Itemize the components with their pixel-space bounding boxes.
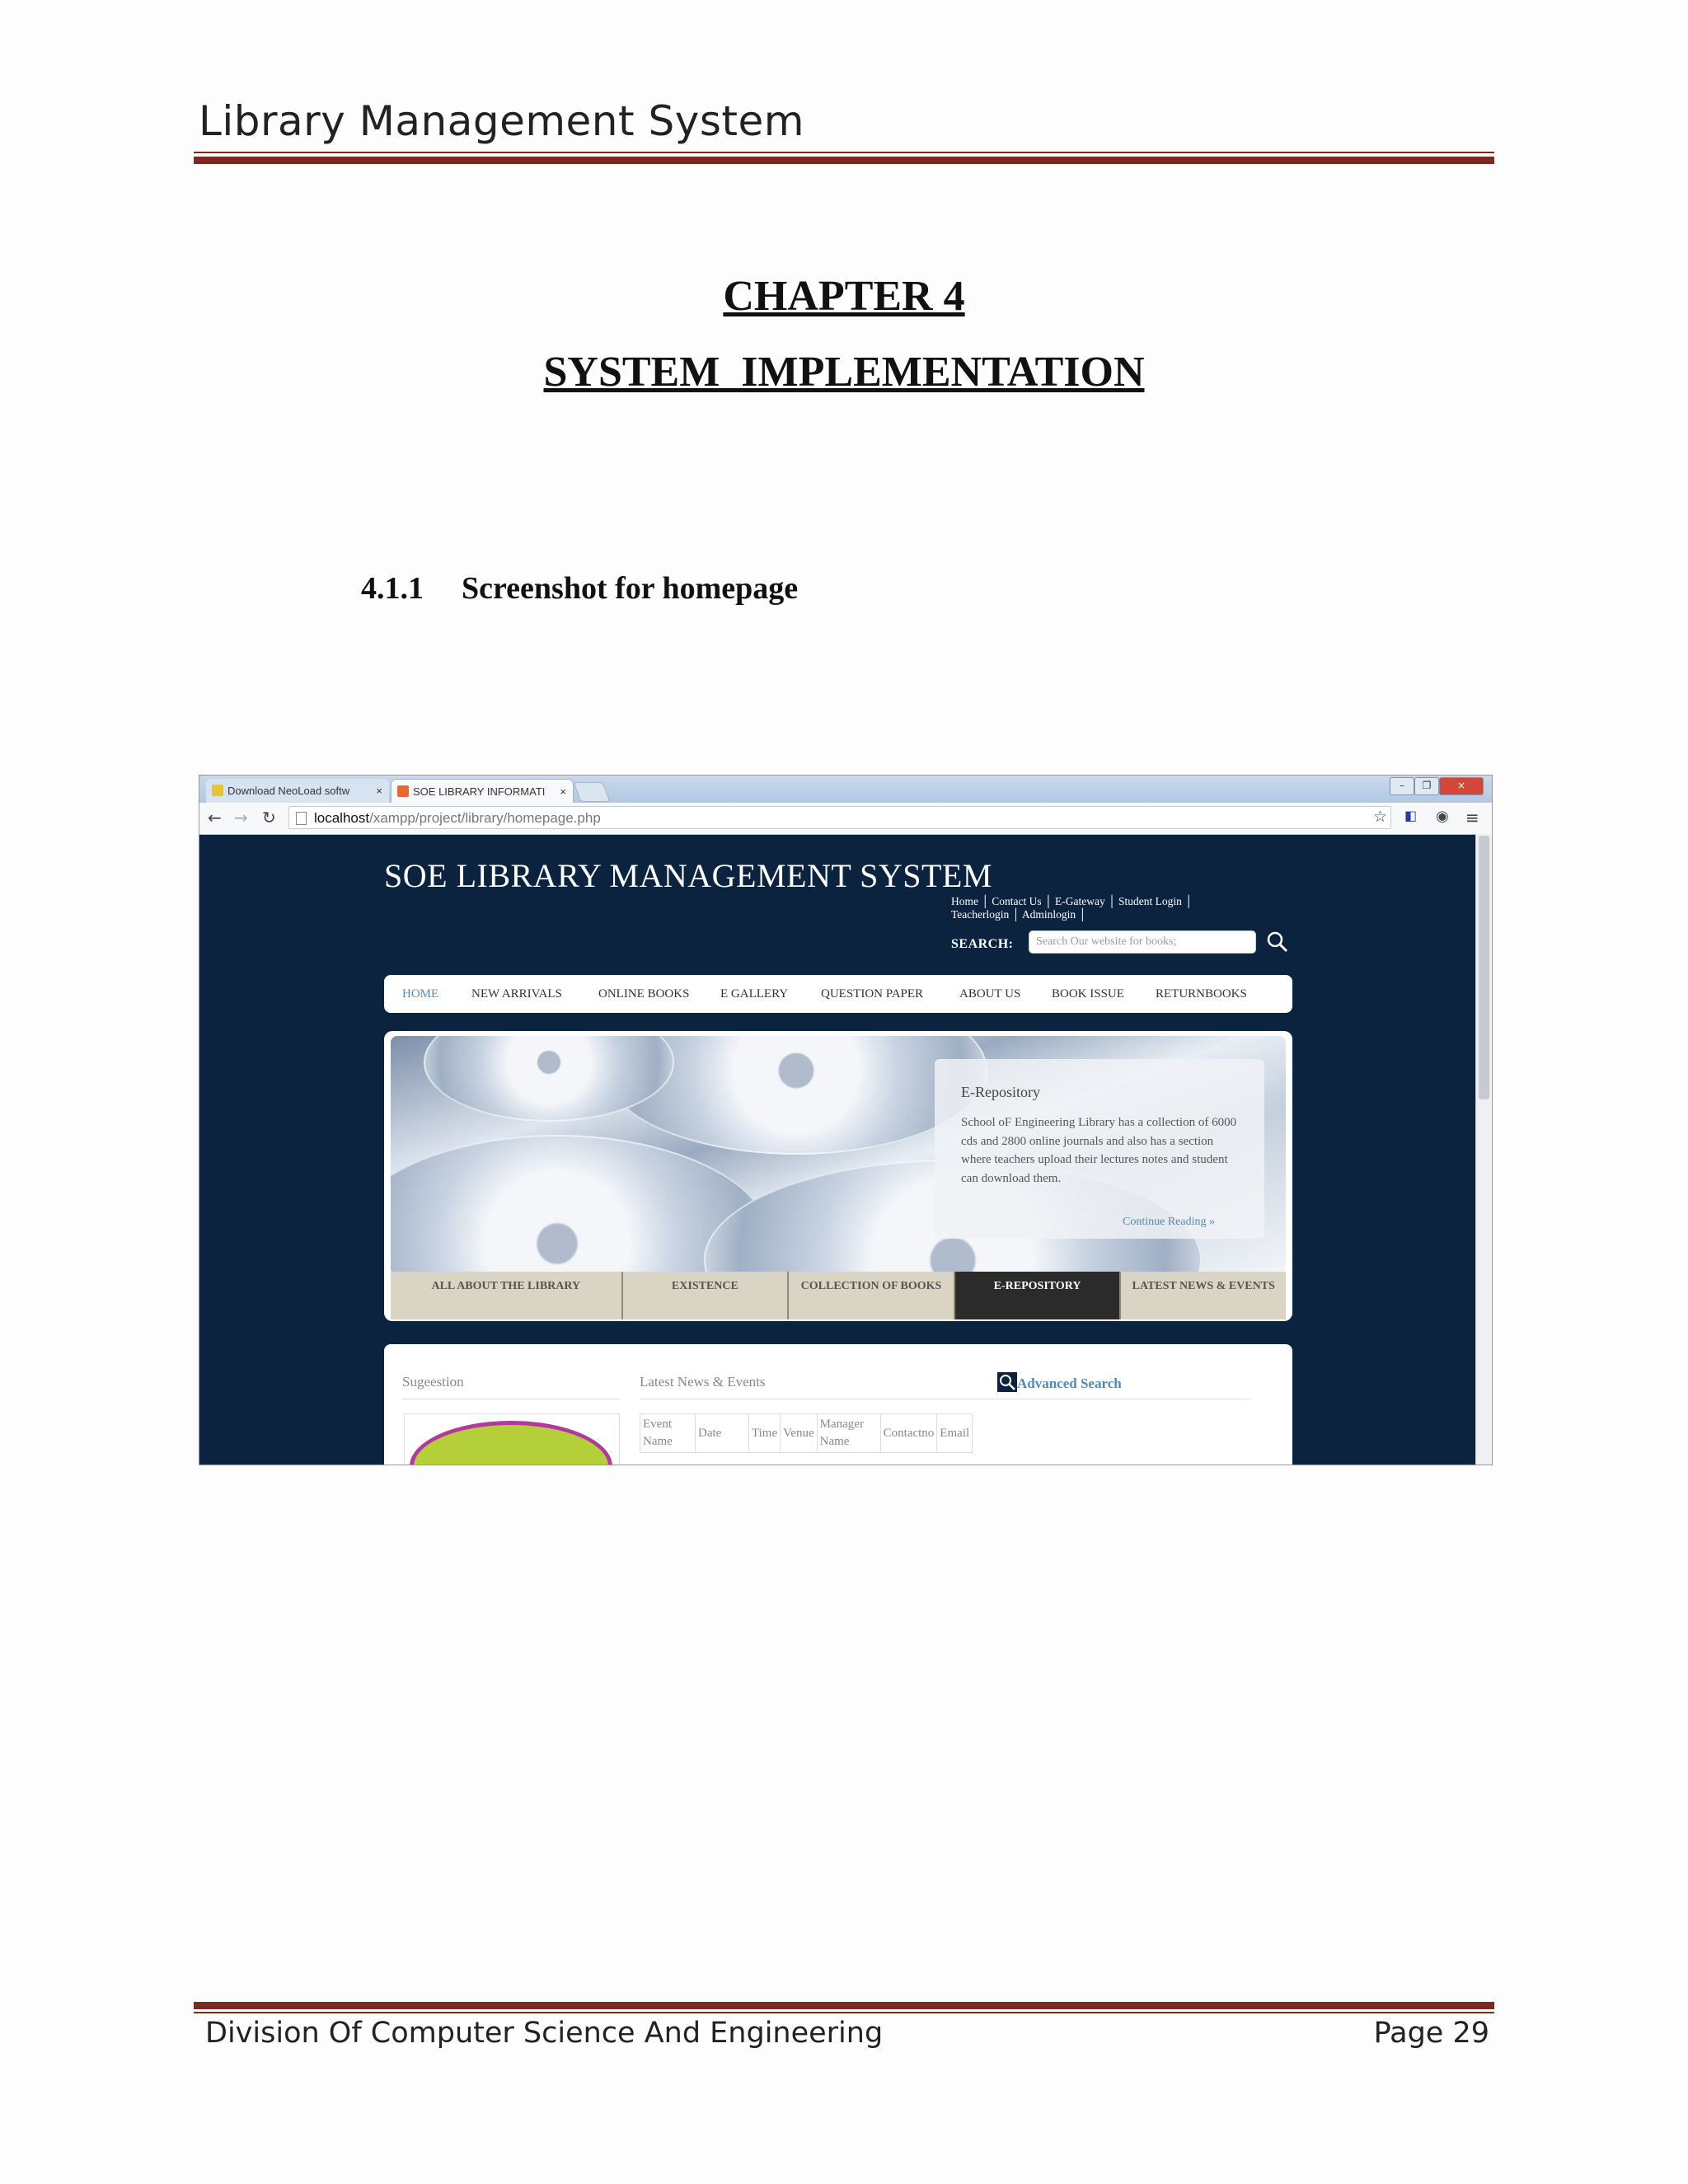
footer-rule-thin	[194, 2012, 1494, 2013]
forward-arrow-icon[interactable]: →	[234, 808, 248, 827]
page-scrollbar[interactable]	[1475, 834, 1493, 1465]
col-venue: Venue	[781, 1414, 818, 1453]
section-heading	[361, 570, 798, 607]
top-links[interactable]	[951, 895, 1231, 921]
new-tab-button[interactable]	[574, 782, 611, 802]
news-heading: Latest News & Events	[640, 1374, 766, 1390]
slider-tab-existence[interactable]: EXISTENCE	[623, 1272, 790, 1319]
top-links-row-2[interactable]: Teacherlogin │ Adminlogin │	[951, 908, 1087, 921]
library-favicon-icon	[397, 785, 409, 797]
header-rule-thick	[194, 157, 1494, 164]
back-arrow-icon[interactable]: ←	[208, 808, 222, 827]
col-contactno: Contactno	[880, 1414, 937, 1453]
col-manager-name: Manager Name	[817, 1414, 880, 1453]
search-input[interactable]	[1029, 930, 1256, 954]
minimize-button[interactable]: –	[1390, 777, 1414, 795]
top-links-row-1[interactable]: Home │ Contact Us │ E-Gateway │ Student Login │	[951, 895, 1193, 907]
section-title: Screenshot for homepage	[462, 571, 799, 606]
url-host: localhost	[314, 810, 370, 826]
card-text: School oF Engineering Library has a collection of 6000 cds and 2800 online journals and also has a section where teachers upload their lectures notes and student can download them.	[961, 1116, 1237, 1185]
suggestion-image	[404, 1413, 620, 1465]
browser-tab-soe-library[interactable]	[391, 779, 574, 803]
advanced-search-icon[interactable]	[997, 1372, 1017, 1392]
menu-icon[interactable]: ≡	[1465, 808, 1479, 827]
page-number: Page 29	[1373, 2017, 1489, 2050]
tab-label: Download NeoLoad softw	[227, 785, 350, 797]
search-icon[interactable]	[1266, 930, 1289, 954]
card-title: E-Repository	[961, 1084, 1040, 1100]
news-events-table	[640, 1413, 973, 1453]
tab-label: SOE LIBRARY INFORMATI	[413, 785, 546, 798]
extension-icon[interactable]: ◧	[1404, 808, 1418, 823]
page-icon	[296, 812, 307, 825]
chapter-number: CHAPTER 4	[723, 273, 965, 320]
reload-icon[interactable]: ↻	[262, 808, 276, 827]
search-label: SEARCH:	[951, 937, 1014, 951]
browser-tab-bar	[199, 776, 1492, 803]
col-time: Time	[749, 1414, 781, 1453]
header-rule-thin	[194, 152, 1494, 153]
site-title: SOE LIBRARY MANAGEMENT SYSTEM	[384, 857, 992, 894]
slider-tab-all-about[interactable]: ALL ABOUT THE LIBRARY	[391, 1272, 623, 1319]
menu-item-about-us[interactable]: ABOUT US	[959, 987, 1021, 1001]
advanced-search-link[interactable]: Advanced Search	[1017, 1376, 1122, 1391]
slider-tab-latest-news[interactable]: LATEST NEWS & EVENTS	[1121, 1272, 1286, 1319]
table-header-row	[640, 1414, 973, 1453]
slider-tabs	[391, 1272, 1286, 1319]
footer-rule-thick	[194, 2002, 1494, 2009]
neoload-favicon-icon	[212, 785, 223, 796]
menu-item-returnbooks[interactable]: RETURNBOOKS	[1156, 987, 1247, 1001]
continue-reading-link[interactable]: Continue Reading »	[1123, 1216, 1215, 1228]
maximize-button[interactable]: ❐	[1414, 777, 1439, 795]
bookmark-star-icon[interactable]: ☆	[1373, 808, 1388, 826]
tab-close-icon[interactable]: ×	[560, 785, 566, 798]
slider-info-card	[935, 1059, 1264, 1239]
footer-division: Division Of Computer Science And Engineering	[205, 2017, 884, 2050]
menu-item-e-gallery[interactable]: E GALLERY	[720, 987, 789, 1001]
url-path: /xampp/project/library/homepage.php	[369, 810, 601, 826]
col-event-name: Event Name	[640, 1414, 696, 1453]
menu-item-online-books[interactable]: ONLINE BOOKS	[598, 987, 690, 1001]
col-email: Email	[937, 1414, 973, 1453]
menu-item-book-issue[interactable]: BOOK ISSUE	[1052, 987, 1124, 1001]
slider-tab-collection[interactable]: COLLECTION OF BOOKS	[789, 1272, 955, 1319]
col-date: Date	[696, 1414, 749, 1453]
section-number: 4.1.1	[361, 571, 424, 606]
tab-close-icon[interactable]: ×	[376, 785, 382, 797]
browser-address-bar	[199, 803, 1492, 835]
slider-tab-e-repository[interactable]: E-REPOSITORY	[955, 1272, 1122, 1319]
featured-slider	[384, 1031, 1292, 1321]
close-window-button[interactable]: ×	[1439, 777, 1484, 795]
url-field[interactable]	[288, 806, 1391, 829]
homepage-screenshot	[199, 775, 1493, 1465]
suggestion-heading: Sugeestion	[402, 1374, 464, 1390]
main-nav-menu	[384, 975, 1292, 1013]
scrollbar-thumb[interactable]	[1479, 836, 1489, 1099]
running-header-title: Library Management System	[199, 97, 804, 145]
cd-banner-image	[391, 1036, 1286, 1275]
browser-tab-neoload[interactable]	[206, 779, 389, 803]
chrome-extension-icon[interactable]: ◉	[1436, 808, 1449, 825]
chapter-title: SYSTEM IMPLEMENTATION	[543, 349, 1145, 396]
menu-item-new-arrivals[interactable]: NEW ARRIVALS	[471, 987, 562, 1001]
content-panel	[384, 1344, 1292, 1465]
menu-item-question-paper[interactable]: QUESTION PAPER	[821, 987, 924, 1001]
menu-item-home[interactable]: HOME	[402, 987, 439, 1001]
